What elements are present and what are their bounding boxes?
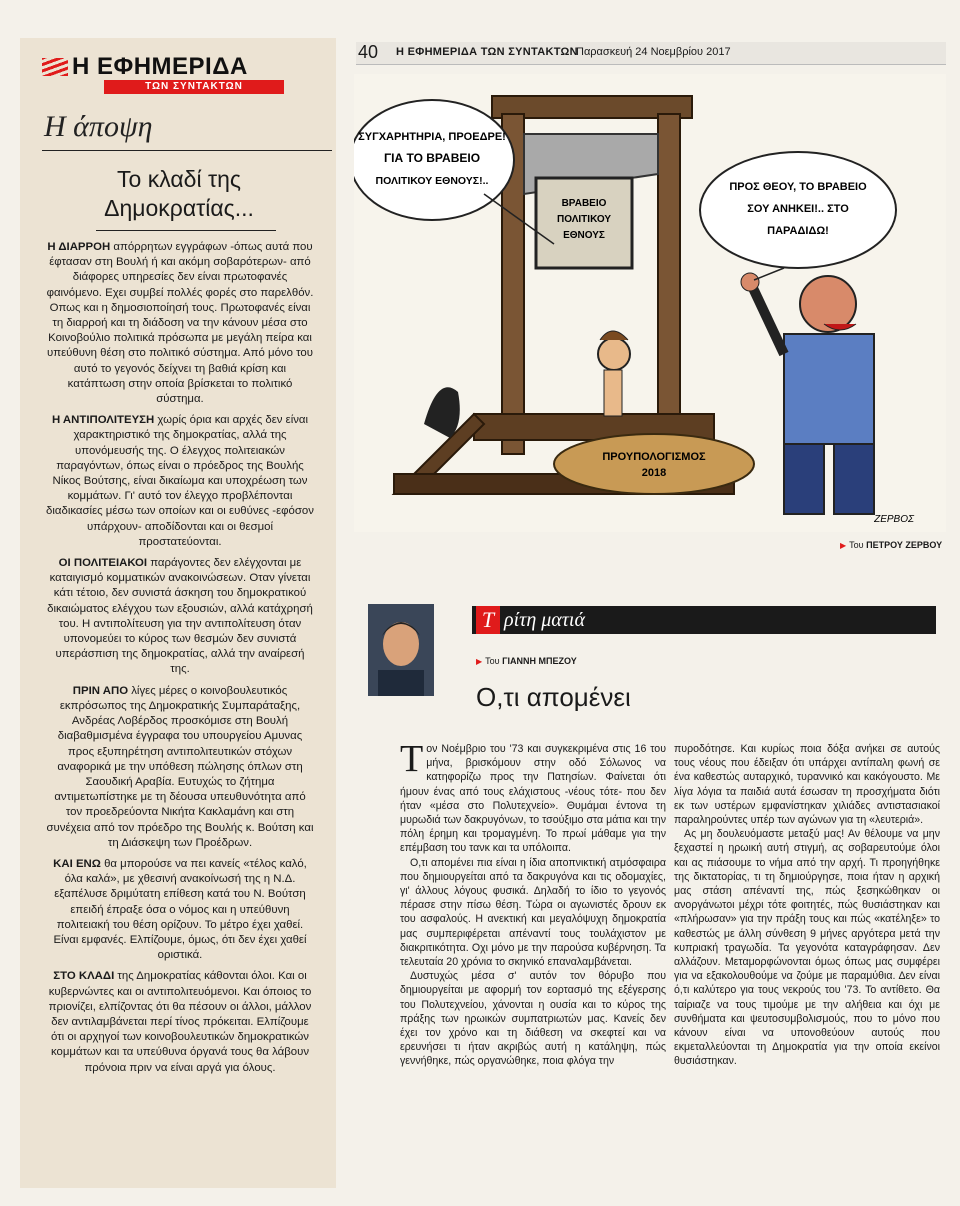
prime-minister-shirt <box>784 334 874 444</box>
article-title: Ο,τι απομένει <box>476 682 631 712</box>
page-number: 40 <box>358 42 379 62</box>
budget-basket <box>554 434 754 494</box>
article-paragraph: Ο,τι απομένει πια είναι η ίδια αποπνικτική ατμόσφαιρα που δημιουργείται από τα δακρυγόνα και τις οδομαχίες, γι' άλλους λόγους φυσικά. Δηλαδή το ίδιο το γεγονός πέρασε στην πίσω θέση. Τώρα οι αγωνιστές δρουν εκ του ασφαλούς. Η ανεκτική και μεγαλόψυχη δημοκρατία μας συμπεριφέρεται απέναντί τους τουλάχιστον με διακριτικότητα. Οχι μόνο με την παρούσα κυβέρνηση. Τα τελευταία 20 χρόνια το σκηνικό επαναλαμβάνεται. <box>400 856 666 969</box>
article-paragraph: πυροδότησε. Και κυρίως ποια δόξα ανήκει σε αυτούς τους νέους που έδειξαν ότι υπάρχει αντίπαλη φωνή σε ένα καθεστώς αυταρχικό, τυραννικό και κακόγουστο. Με λίγα λόγια τα παιδιά αυτά έσωσαν τη προσχήματα διότι εκ των υστέρων εμφανίστηκαν χιλιάδες αντιστασιακοί παραληρούντες υπέρ των αγώνων για τη «λευτεριά». <box>674 743 940 827</box>
prime-minister-head <box>800 276 856 332</box>
svg-text:ΖΕΡΒΟΣ: ΖΕΡΒΟΣ <box>874 514 914 525</box>
svg-text:ΣΥΓΧΑΡΗΤΗΡΙΑ, ΠΡΟΕΔΡΕ!: ΣΥΓΧΑΡΗΤΗΡΙΑ, ΠΡΟΕΔΡΕ! <box>358 131 506 143</box>
opinion-title: Το κλαδί της Δημοκρατίας... <box>104 166 254 221</box>
opinion-paragraph: ΟΙ ΠΟΛΙΤΕΙΑΚΟΙ παράγοντες δεν ελέγχονται με καταιγισμό κομματικών ανακοινώσεων. Οταν γίνεται κάτι τέτοιο, δεν συνιστά άσκηση του δημοκρατικού δικαιώματος ελέγχου των εξουσιών, αλλά κατάχρησή του. Η αντιπολίτευση για την αντιπολίτευση όταν υπονομεύει το κύρος των θεσμών δεν συνιστά υπεράσπιση της δημοκρατίας, αλλά την αναίρεσή της. <box>47 557 313 676</box>
politician-head <box>598 338 630 370</box>
opinion-paragraph: ΠΡΙΝ ΑΠΟ λίγες μέρες ο κοινοβουλευτικός εκπρόσωπος της Δημοκρατικής Συμπαράταξης, Ανδρέας Λοβέρδος προσκόμισε στη Βουλή διαβαθμισμένα έγγραφα του υπουργείου Αμυνας προς εξυπηρέτηση αντιπολιτευτικών στόχων αναφορικά με την υπόθεση πώλησης όπλων στη Σαουδική Αραβία. Ευτυχώς το ζήτημα αντιμετωπίστηκε με τη δέουσα υπευθυνότητα από τον προεδρεύοντα Νικήτα Κακλαμάνη και στη συνέχεια από τον πρόεδρο της Βουλής κ. Βούτση και τη Διάσκεψη των Προέδρων. <box>46 684 314 849</box>
article-column-2 <box>674 742 940 1069</box>
author-photo <box>368 604 434 696</box>
svg-text:2018: 2018 <box>641 467 667 479</box>
column-name-initial: Τ <box>476 606 500 634</box>
triangle-bullet-icon: ▶ <box>840 541 847 550</box>
svg-text:ΠΟΛΙΤΙΚΟΥ: ΠΟΛΙΤΙΚΟΥ <box>557 214 611 225</box>
svg-text:ΕΘΝΟΥΣ: ΕΘΝΟΥΣ <box>563 230 605 241</box>
opinion-paragraph: Η ΑΝΤΙΠΟΛΙΤΕΥΣΗ χωρίς όρια και αρχές δεν είναι χαρακτηριστικό της δημοκρατίας, αλλά της υπονόμευσής της. Ο έλεγχος πολιτειακών παραγόντων, όπως είναι ο πρόεδρος της Βουλής Νίκος Βούτσης, είναι δικαίωμα και υποχρέωση των κομμάτων. Γι' αυτό τον έλεγχο προβλέπονται διαδικασίες μέσω των οποίων και οι ευθύνες -εφόσον υπάρχουν- αποδίδονται και οι θεσμοί προστατεύονται. <box>46 414 314 548</box>
opinion-paragraph: ΚΑΙ ΕΝΩ θα μπορούσε να πει κανείς «τέλος καλό, όλα καλά», με χθεσινή ανακοίνωσή της η Ν.Δ. εξαπέλυσε δριμύτατη επίθεση κατά του Ν. Βούτση επειδή έπραξε όσα ο νόμος και η υπεύθυνη πολιτειακή του θέση ορίζουν. Το μέτρο έχει χαθεί. Είναι εμφανές. Ελπίζουμε, όμως, ότι δεν έχει χαθεί οριστικά. <box>53 857 307 962</box>
article-paragraph: Δυστυχώς μέσα σ' αυτόν τον θόρυβο που δημιουργείται με αφορμή τον εορτασμό της εξέγερσης του Πολυτεχνείου, χάνονται η ουσία και το κύρος της πράξης των ηρωικών συμπατριωτών μας. Κανείς δεν έχει τον χρόνο και τη διάθεση να σκεφτεί και να ερευνήσει τι ήταν ακριβώς αυτή η κατάληψη, πώς γεννήθηκε, πώς οργανώθηκε, ποια φλόγα την <box>400 970 666 1068</box>
opinion-body <box>46 240 314 1082</box>
masthead-name: Η ΕΦΗΜΕΡΙΔΑ <box>72 53 248 80</box>
svg-text:ΓΙΑ ΤΟ ΒΡΑΒΕΙΟ: ΓΙΑ ΤΟ ΒΡΑΒΕΙΟ <box>383 151 481 165</box>
svg-text:ΣΟΥ ΑΝΗΚΕΙ!.. ΣΤΟ: ΣΟΥ ΑΝΗΚΕΙ!.. ΣΤΟ <box>747 203 849 215</box>
header-paper-name: Η ΕΦΗΜΕΡΙΔΑ ΤΩΝ ΣΥΝΤΑΚΤΩΝ <box>396 46 578 58</box>
column-byline: ▶ Του ΓΙΑΝΝΗ ΜΠΕΖΟΥ <box>476 656 577 666</box>
article-column-1 <box>400 738 666 1069</box>
article-paragraph: Ας μη δουλευόμαστε μεταξύ μας! Αν θέλουμε να μην ξεχαστεί η ηρωική αυτή στιγμή, ας σοβαρευτούμε όλοι και ας πιάσουμε το νήμα από την αρχή. Τι προηγήθηκε της δικτατορίας, τι τη δημιούργησε, ποια ήταν η αρχική μας στάση απέναντί της, πώς ξεσηκώθηκαν οι ανοργάνωτοι μέχρι τότε φοιτητές, πώς θυσιάστηκαν και «πλήρωσαν» για την πράξη τους και πώς «κατέληξε» το καθεστώς με άλλη σύνθεση 9 μήνες αργότερα μετά την κυπριακή τραγωδία. Τα γεγονότα καταγράφησαν. Δεν αλλάζουν. Μεταμορφώνονται όμως όπως μας συμφέρει για να εξακολουθούμε να ζούμε με παραμύθια. Δεν είναι ό,τι καλύτερο για τους νεκρούς του '73. Το αντίθετο. Θα ταίριαζε να τους τιμούμε με την αλήθεια και όχι με συνθήματα και ψευτοσυμβολισμούς, που το μόνο που κάνουν είναι να υπονοθεύουν αυτούς που εκμεταλλεύονται τη Δημοκρατία για την οποία εκείνοι θυσιάστηκαν. <box>674 828 940 1068</box>
drop-cap: Τ <box>400 738 424 780</box>
svg-text:ΠΟΛΙΤΙΚΟΥ ΕΘΝΟΥΣ!..: ΠΟΛΙΤΙΚΟΥ ΕΘΝΟΥΣ!.. <box>375 175 489 187</box>
svg-text:ΠΡΟΥΠΟΛΟΓΙΣΜΟΣ: ΠΡΟΥΠΟΛΟΓΙΣΜΟΣ <box>602 451 706 463</box>
opinion-paragraph: ΣΤΟ ΚΛΑΔΙ της Δημοκρατίας κάθονται όλοι. Και οι κυβερνώντες και οι αντιπολιτευόμενοι. Και όποιος το πριονίζει, ελπίζοντας ότι θα πέσουν οι άλλοι, μάλλον δεν αντιλαμβάνεται περί τίνος πρόκειται. Ελπίζουμε ότι οι αρχηγοί των κοινοβουλευτικών δημοκρατικών κομμάτων και τα υπεύθυνα όργανά τους θα λάβουν πρόνοια πριν να είναι αργά για όλους. <box>48 970 312 1074</box>
svg-text:ΒΡΑΒΕΙΟ: ΒΡΑΒΕΙΟ <box>561 198 607 209</box>
cartoon-credit: ▶ Του ΠΕΤΡΟΥ ΖΕΡΒΟΥ <box>840 540 943 550</box>
masthead-logo[interactable] <box>42 54 282 96</box>
political-cartoon <box>354 74 946 532</box>
masthead-subname: ΤΩΝ ΣΥΝΤΑΚΤΩΝ <box>104 80 284 94</box>
logo-stripes-icon <box>42 58 68 76</box>
section-divider <box>42 150 332 151</box>
column-name: ρίτη ματιά <box>504 609 585 631</box>
svg-text:ΠΡΟΣ ΘΕΟΥ, ΤΟ ΒΡΑΒΕΙΟ: ΠΡΟΣ ΘΕΟΥ, ΤΟ ΒΡΑΒΕΙΟ <box>729 181 867 193</box>
title-divider <box>96 230 276 231</box>
triangle-bullet-icon: ▶ <box>476 657 483 666</box>
opinion-paragraph: Η ΔΙΑΡΡΟΗ απόρρητων εγγράφων -όπως αυτά που έφτασαν στη Βουλή ή και ακόμη σοβαρότερων- από διάφορες υπηρεσίες δεν είναι πρωτοφανές φαινόμενο. Εχει συμβεί πολλές φορές στο παρελθόν. Οπως και η δημοσιοποίησή τους. Πρωτοφανές είναι τη διαρροή και τη διάδοση να την κάνουν μέσα στο Κοινοβούλιο πολιτικά πρόσωπα με μεγάλη πείρα και υπεύθυνη θέση στο πολιτικό σύστημα. Από μόνο του αυτό το γεγονός δείχνει τη βαθιά κρίση και κατάπτωση στην οποία βρίσκεται το πολιτικό σύστημα. <box>46 241 314 406</box>
svg-text:ΠΑΡΑΔΙΔΩ!: ΠΑΡΑΔΙΔΩ! <box>767 225 829 237</box>
article-paragraph: Τον Νοέμβριο του '73 και συγκεκριμένα στις 16 του μήνα, βρισκόμουν στην οδό Σόλωνος να κατηφορίζω προς την Πατησίων. Φαίνεται ότι ήμουν ένας από τους ελάχιστους -νέους τότε- που δεν ήταν «μέσα στο Πολυτεχνείο». Θυμάμαι έντονα τη μυρωδιά των δακρυγόνων, το τσούξιμο στα μάτια και την πόλη έρημη και τρομαγμένη. Το πρωί μάθαμε για την επέμβαση του τανκ και τα υπόλοιπα. <box>400 738 666 855</box>
header-date: Παρασκευή 24 Νοεμβρίου 2017 <box>576 46 731 58</box>
section-label: Η άποψη <box>44 110 153 143</box>
guillotine-right-post <box>658 114 680 454</box>
